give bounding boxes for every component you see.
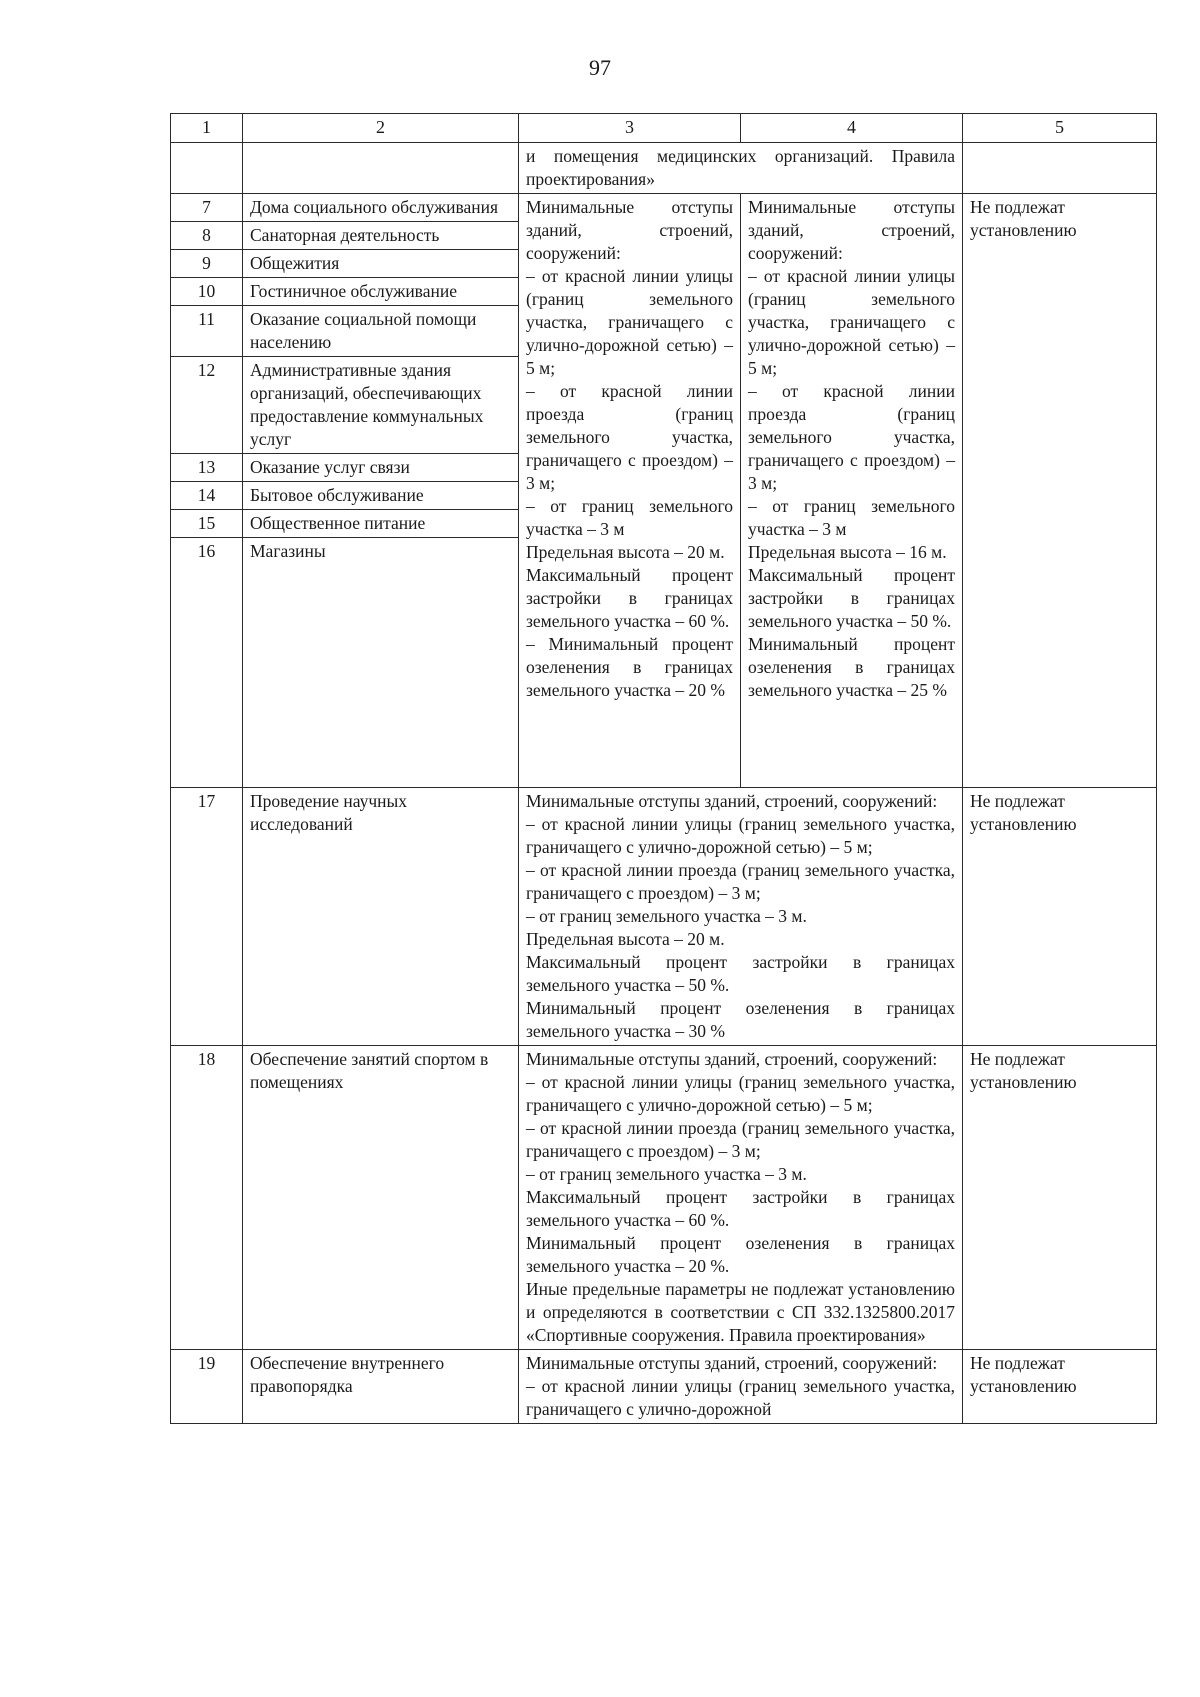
param-line: – от красной линии проезда (границ земельного участка, граничащего с проездом) – 3 м; — [526, 1118, 955, 1161]
param-line: – от красной линии проезда (границ земельного участка, граничащего с проездом) – 3 м; — [526, 381, 733, 493]
row-number: 7 — [171, 194, 243, 222]
param-line: – от красной линии улицы (границ земельного участка, граничащего с улично-дорожной сетью) – 5 м; — [526, 266, 733, 378]
use-type-name: Гостиничное обслуживание — [243, 278, 519, 306]
param-line: Максимальный процент застройки в границах земельного участка – 50 %. — [748, 565, 955, 631]
row-number: 16 — [171, 538, 243, 788]
use-type-name: Общественное питание — [243, 510, 519, 538]
use-type-name: Обеспечение занятий спортом в помещениях — [243, 1046, 519, 1350]
param-line: Минимальные отступы зданий, строений, сооружений: — [526, 1353, 938, 1373]
param-line: Иные предельные параметры не подлежат установлению и определяются в соответствии с СП 332.1325800.2017 «Спортивные сооружения. Правила проектирования» — [526, 1279, 955, 1345]
use-type-name: Общежития — [243, 250, 519, 278]
continuation-text: и помещения медицинских организаций. Правила проектирования» — [519, 143, 963, 194]
empty-cell — [963, 143, 1157, 194]
header-cell: 3 — [519, 114, 741, 143]
param-line: – Минимальный процент озеленения в границах земельного участка – 20 % — [526, 634, 733, 700]
row-number: 13 — [171, 454, 243, 482]
col5-note: Не подлежат установлению — [963, 194, 1157, 788]
param-line: – от красной линии улицы (границ земельного участка, граничащего с улично-дорожной сетью) – 5 м; — [748, 266, 955, 378]
row-number: 19 — [171, 1350, 243, 1424]
page-number: 97 — [589, 55, 611, 80]
param-line: – от красной линии улицы (границ земельного участка, граничащего с улично-дорожной сетью) – 5 м; — [526, 814, 955, 857]
use-type-name: Оказание услуг связи — [243, 454, 519, 482]
row-number: 14 — [171, 482, 243, 510]
row-number: 10 — [171, 278, 243, 306]
params-col4 — [741, 194, 963, 788]
header-cell: 1 — [171, 114, 243, 143]
param-line: Минимальные отступы зданий, строений, сооружений: — [526, 1049, 938, 1069]
param-line: – от границ земельного участка – 3 м. — [526, 906, 807, 926]
param-line: Предельная высота – 20 м. — [526, 542, 725, 562]
table-row — [171, 194, 1157, 222]
use-type-name: Проведение научных исследований — [243, 788, 519, 1046]
continuation-row — [171, 143, 1157, 194]
header-cell: 4 — [741, 114, 963, 143]
use-type-name: Дома социального обслуживания — [243, 194, 519, 222]
table-row — [171, 1046, 1157, 1350]
params-col3 — [519, 194, 741, 788]
param-line: – от границ земельного участка – 3 м — [526, 496, 733, 539]
row-number: 17 — [171, 788, 243, 1046]
use-type-name: Административные здания организаций, обеспечивающих предоставление коммунальных услуг — [243, 357, 519, 454]
row-number: 12 — [171, 357, 243, 454]
row-number: 11 — [171, 306, 243, 357]
col5-note: Не подлежат установлению — [963, 788, 1157, 1046]
use-type-name: Обеспечение внутреннего правопорядка — [243, 1350, 519, 1424]
param-line: Минимальный процент озеленения в границах земельного участка – 20 %. — [526, 1233, 955, 1276]
row-number: 18 — [171, 1046, 243, 1350]
row-number: 9 — [171, 250, 243, 278]
param-line: Минимальные отступы зданий, строений, сооружений: — [526, 197, 733, 263]
param-line: – от границ земельного участка – 3 м. — [526, 1164, 807, 1184]
use-type-name: Оказание социальной помощи населению — [243, 306, 519, 357]
row-number: 15 — [171, 510, 243, 538]
col5-note: Не подлежат установлению — [963, 1350, 1157, 1424]
param-line: Минимальный процент озеленения в границах земельного участка – 25 % — [748, 634, 955, 700]
params-merged — [519, 1350, 963, 1424]
use-type-name: Бытовое обслуживание — [243, 482, 519, 510]
row-number: 8 — [171, 222, 243, 250]
table-row — [171, 1350, 1157, 1424]
param-line: – от красной линии проезда (границ земельного участка, граничащего с проездом) – 3 м; — [526, 860, 955, 903]
header-cell: 2 — [243, 114, 519, 143]
params-merged — [519, 1046, 963, 1350]
table-row — [171, 788, 1157, 1046]
empty-cell — [243, 143, 519, 194]
param-line: Предельная высота – 16 м. — [748, 542, 947, 562]
use-type-name: Магазины — [243, 538, 519, 788]
empty-cell — [171, 143, 243, 194]
param-line: Предельная высота – 20 м. — [526, 929, 725, 949]
param-line: – от красной линии улицы (границ земельного участка, граничащего с улично-дорожной сетью) – 5 м; — [526, 1072, 955, 1115]
param-line: – от границ земельного участка – 3 м — [748, 496, 955, 539]
param-line: Минимальные отступы зданий, строений, сооружений: — [748, 197, 955, 263]
params-merged — [519, 788, 963, 1046]
header-cell: 5 — [963, 114, 1157, 143]
use-type-name: Санаторная деятельность — [243, 222, 519, 250]
param-line: – от красной линии улицы (границ земельного участка, граничащего с улично-дорожной — [526, 1376, 955, 1419]
param-line: Максимальный процент застройки в границах земельного участка – 60 %. — [526, 565, 733, 631]
param-line: – от красной линии проезда (границ земельного участка, граничащего с проездом) – 3 м; — [748, 381, 955, 493]
param-line: Минимальный процент озеленения в границах земельного участка – 30 % — [526, 998, 955, 1041]
param-line: Максимальный процент застройки в границах земельного участка – 60 %. — [526, 1187, 955, 1230]
regulations-table — [170, 113, 1157, 1424]
param-line: Минимальные отступы зданий, строений, сооружений: — [526, 791, 938, 811]
header-row — [171, 114, 1157, 143]
param-line: Максимальный процент застройки в границах земельного участка – 50 %. — [526, 952, 955, 995]
col5-note: Не подлежат установлению — [963, 1046, 1157, 1350]
